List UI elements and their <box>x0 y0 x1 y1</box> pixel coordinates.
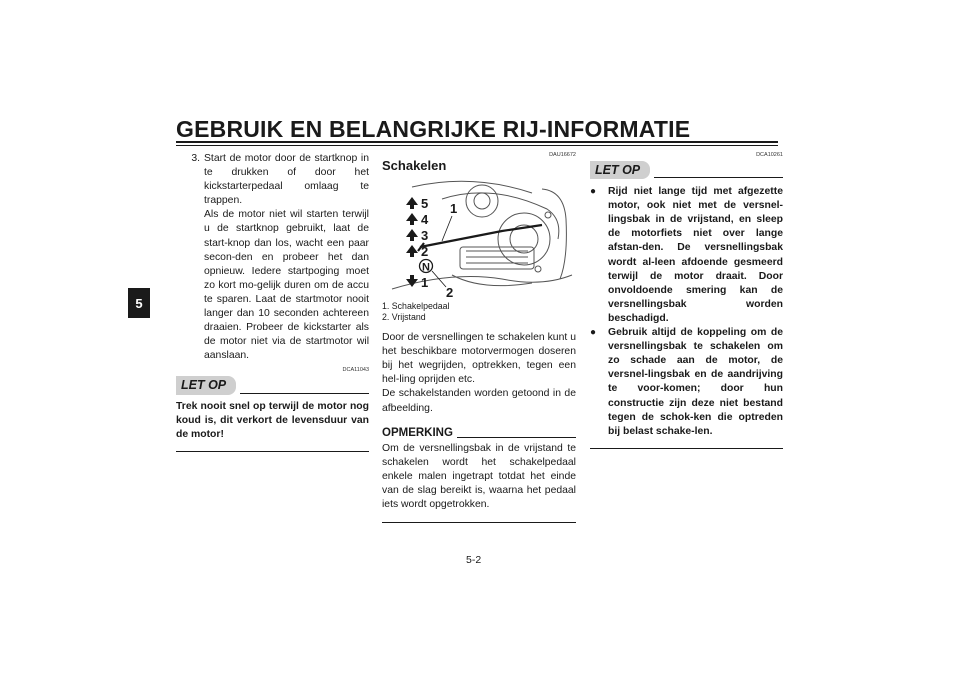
caution-bullets <box>590 185 783 439</box>
step-number: 3. <box>191 153 200 164</box>
legend-item-2: 2. Vrijstand <box>382 312 426 323</box>
chapter-tab: 5 <box>128 288 150 318</box>
gear-label-n: N <box>422 261 430 274</box>
gear-label-5: 5 <box>421 196 429 212</box>
caution-heading-2 <box>590 161 783 179</box>
paragraph-2: De schakelstanden worden getoond in de afbeelding. <box>382 388 576 414</box>
section-code: DAU16672 <box>549 152 576 158</box>
gear-label-2: 2 <box>421 244 429 260</box>
caution-heading-rule <box>240 393 369 394</box>
header-rule-thin <box>176 145 778 146</box>
header-rule <box>176 141 778 143</box>
gear-label-3: 3 <box>421 228 429 244</box>
column-middle <box>382 152 576 523</box>
caution-label-2: LET OP <box>590 161 650 179</box>
caution-label: LET OP <box>176 376 236 394</box>
caution-heading-rule-2 <box>654 177 783 178</box>
page-header-title: GEBRUIK EN BELANGRIJKE RIJ-INFORMATIE <box>176 116 691 142</box>
figure-legend <box>382 301 576 323</box>
paragraph-1: Door de versnellingen te schakelen kunt u het beschikbare motorvermogen doseren bij het wegrijden, optrekken, tegen een hel-ling oprijden etc. <box>382 332 576 386</box>
gear-label-1: 1 <box>421 275 429 291</box>
caution-bullet-1: ● Rijd niet lange tijd met afgezette motor, ook niet met de versnel-lingsbak in de vrijstand, en sleep de motorfiets niet over lange afstan-den. De versnellingsbak wordt al-leen afdoende gesmeerd terwijl de motor draait. Door onvoldoende smering kan de versnellingsbak worden beschadigd. <box>590 185 783 326</box>
page-number: 5-2 <box>466 554 482 566</box>
caution-text: Trek nooit snel op terwijl de motor nog koud is, dit verkort de levensduur van de motor! <box>176 400 369 440</box>
gear-label-4: 4 <box>421 212 429 228</box>
caution-code: DCA11043 <box>342 367 369 374</box>
note-heading-rule <box>457 437 576 438</box>
note-heading <box>382 426 576 440</box>
column-right <box>590 152 783 449</box>
bullet-icon: ● <box>590 327 597 339</box>
bullet-icon: ● <box>590 186 597 198</box>
caution-heading <box>176 376 369 394</box>
note-label: OPMERKING <box>382 426 453 439</box>
caution-bullet-2: ● Gebruik altijd de koppeling om de versnellingsbak te schakelen om zo schade aan de motor, de versnel-lingsbak en de aandrijving te voor-komen; door hun constructie zijn deze niet bestand tegen de schok-ken die optreden bij belast schake-len. <box>590 326 783 439</box>
callout-2: 2 <box>446 285 454 300</box>
column-left <box>176 152 369 452</box>
section-title: Schakelen <box>382 158 447 173</box>
step-text: Start de motor door de startknop in te drukken of door het kickstarterpedaal omlaag te trappen. <box>204 153 369 207</box>
callout-1: 1 <box>450 201 458 217</box>
step-text-2: Als de motor niet wil starten terwijl u de startknop gebruikt, laat de start-knop dan los, wacht een paar secon-den en probeer het dan opnieuw. Iedere startpoging moet zo kort mo-gelijk duren om de accu te sparen. Laat de startmotor nooit langer dan 10 seconden achtereen draaien. Probeer de kickstarter als de motor niet via de startmotor wil aanslaan. <box>204 209 369 362</box>
legend-item-1: 1. Schakelpedaal <box>382 301 450 312</box>
caution-end-rule-2 <box>590 448 783 449</box>
note-text: Om de versnellingsbak in de vrijstand te schakelen wordt het schakelpedaal enkele malen ingetrapt totdat het einde van de slag bereikt is, waarna het pedaal iets wordt opgetrokken. <box>382 442 576 511</box>
step-3 <box>176 152 369 363</box>
gear-shift-figure <box>382 179 576 299</box>
gear-shift-illustration <box>382 179 576 299</box>
caution-end-rule <box>176 451 369 452</box>
caution-code-2: DCA10261 <box>756 152 783 158</box>
note-end-rule <box>382 522 576 523</box>
